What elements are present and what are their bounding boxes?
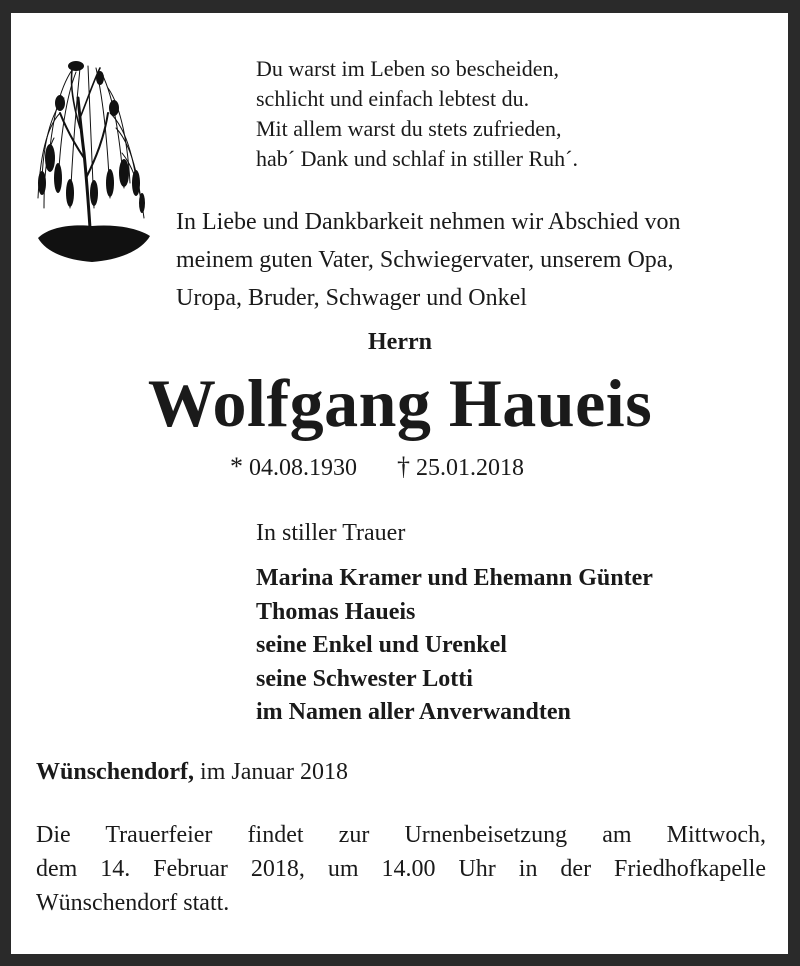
place: Wünschendorf, — [36, 759, 195, 785]
mourner: Marina Kramer und Ehemann Günter — [256, 565, 653, 591]
poem-line: hab´ Dank und schlaf in stiller Ruh´. — [256, 146, 578, 171]
willow-tree-icon — [30, 58, 155, 268]
place-date — [36, 759, 348, 786]
ceremony-line: Die Trauerfeier findet zur Urnenbeisetzung am Mittwoch, — [36, 822, 766, 848]
salutation: Herrn — [368, 329, 432, 355]
ceremony-line: Wünschendorf statt. — [36, 890, 230, 916]
mourner: Thomas Haueis — [256, 598, 416, 625]
death-date: 25.01.2018 — [416, 455, 524, 481]
intro-line: meinem guten Vater, Schwiegervater, unserem Opa, — [176, 247, 674, 273]
died-symbol: † — [397, 452, 410, 481]
born-symbol: * — [230, 452, 243, 481]
mourners-list — [256, 562, 653, 730]
mourner: im Namen aller Anverwandten — [256, 699, 571, 725]
birth-date: 04.08.1930 — [249, 455, 357, 481]
life-dates — [230, 452, 524, 482]
farewell-intro — [176, 203, 681, 317]
poem — [256, 54, 578, 174]
date-text: im Januar 2018 — [200, 759, 349, 785]
intro-line: Uropa, Bruder, Schwager und Onkel — [176, 285, 527, 311]
poem-line: schlicht und einfach lebtest du. — [256, 86, 530, 111]
mourning-label: In stiller Trauer — [256, 520, 406, 546]
mourner: seine Schwester Lotti — [256, 665, 473, 692]
intro-line: In Liebe und Dankbarkeit nehmen wir Abschied von — [176, 209, 681, 235]
ceremony-info — [36, 818, 766, 920]
deceased-name: Wolfgang Haueis — [147, 365, 653, 441]
ceremony-line: dem 14. Februar 2018, um 14.00 Uhr in der Friedhofkapelle — [36, 856, 766, 882]
mourner: seine Enkel und Urenkel — [256, 632, 507, 658]
poem-line: Du warst im Leben so bescheiden, — [256, 56, 560, 81]
poem-line: Mit allem warst du stets zufrieden, — [256, 116, 562, 141]
